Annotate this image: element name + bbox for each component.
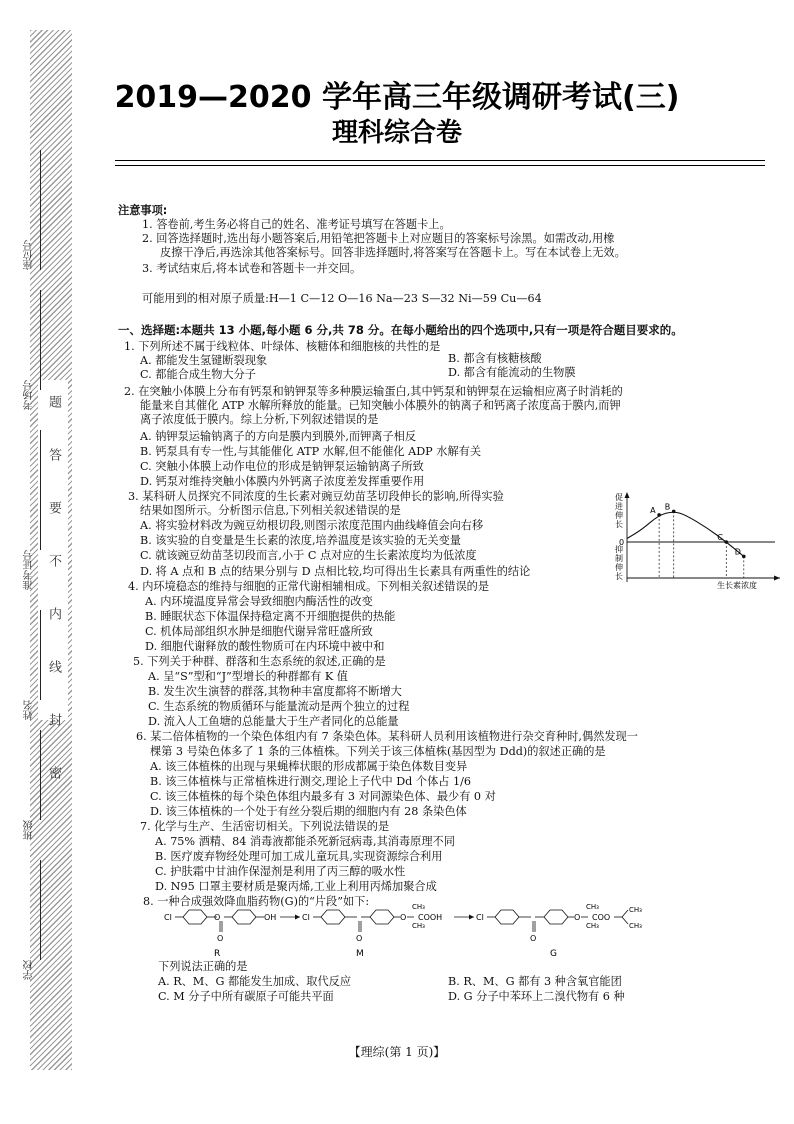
option: B. 发生次生演替的群落,其物种丰富度都将不断增大 bbox=[148, 685, 402, 698]
question-stem: 棵第 3 号染色体多了 1 条的三体植株。下列关于该三体植株(基因型为 Ddd)的叙述正确的是 bbox=[150, 745, 606, 758]
methyl-group: CH₃ bbox=[412, 903, 425, 911]
response-curve bbox=[627, 512, 744, 556]
data-point-b bbox=[672, 510, 676, 514]
class-label: 班级 bbox=[24, 820, 35, 840]
exam-subtitle: 理科综合卷 bbox=[331, 118, 462, 148]
atomic-mass-line: 可能用到的相对原子质量:H—1 C—12 O—16 Na—23 S—32 Ni—59 Cu—64 bbox=[142, 292, 542, 305]
y-axis-arrow bbox=[625, 492, 630, 498]
option: A. 都能发生氢键断裂现象 bbox=[140, 354, 268, 367]
name-label: 姓名 bbox=[24, 700, 35, 720]
question-stem: 离子浓度低于膜内。综上分析,下列叙述错误的是 bbox=[140, 413, 379, 426]
school-label: 学校 bbox=[24, 960, 35, 980]
methyl-group: CH₃ bbox=[586, 903, 599, 911]
benzene-ring-icon bbox=[544, 910, 568, 924]
option: D. 钙泵对维持突触小体膜内外钙离子浓度差发挥重要作用 bbox=[140, 475, 425, 488]
y-label-char: 伸 bbox=[615, 563, 623, 572]
auxin-chart bbox=[605, 490, 785, 590]
exam-id-label: 准考证号 bbox=[24, 550, 35, 590]
option: C. 护肤霜中甘油作保湿剂是利用了丙三醇的吸水性 bbox=[155, 865, 406, 878]
option: A. 内环境温度异常会导致细胞内酶活性的改变 bbox=[145, 595, 373, 608]
note-item: 3. 考试结束后,将本试卷和答题卡一并交回。 bbox=[142, 262, 362, 275]
benzene-ring-icon bbox=[495, 910, 519, 924]
option: C. 就该豌豆幼苗茎切段而言,小于 C 点对应的生长素浓度均为低浓度 bbox=[140, 549, 477, 562]
point-label-a: A bbox=[650, 505, 656, 515]
carbonyl-o-label: O bbox=[217, 934, 224, 943]
question-stem: 能量来自其催化 ATP 水解所释放的能量。已知突触小体膜外的钠离子和钙离子浓度高于膜内,而钾 bbox=[140, 399, 621, 412]
point-label-d: D bbox=[734, 547, 741, 557]
exam-title: 2019—2020 学年高三年级调研考试(三) bbox=[114, 80, 680, 115]
option: D. 都含有能流动的生物膜 bbox=[448, 366, 576, 379]
ylabel-bottom-group bbox=[615, 544, 623, 581]
option: B. 该三体植株与正常植株进行测交,理论上子代中 Dd 个体占 1/6 bbox=[150, 775, 472, 788]
chloro-group: Cl bbox=[164, 913, 172, 922]
title-rule bbox=[115, 160, 765, 161]
question-stem: 4. 内环境稳态的维持与细胞的正常代谢相辅相成。下列相关叙述错误的是 bbox=[128, 580, 490, 593]
question-stem: 2. 在突触小体膜上分布有钙泵和钠钾泵等多种膜运输蛋白,其中钙泵和钠钾泵在运输相应离子时消耗的 bbox=[124, 385, 623, 398]
methyl-group: CH₃ bbox=[412, 922, 425, 930]
page-footer: 【理综(第 1 页)】 bbox=[348, 1045, 446, 1059]
option: A. R、M、G 都能发生加成、取代反应 bbox=[158, 975, 352, 988]
ylabel-top-group bbox=[615, 493, 623, 529]
option: A. 将实验材料改为豌豆幼根切段,则图示浓度范围内曲线峰值会向右移 bbox=[140, 519, 484, 532]
option: B. 都含有核糖核酸 bbox=[448, 352, 542, 365]
note-item: 2. 回答选择题时,选出每小题答案后,用铅笔把答题卡上对应题目的答案标号涂黑。如需改动,用橡 bbox=[142, 232, 615, 245]
option: D. 将 A 点和 B 点的结果分别与 D 点相比较,均可得出生长素具有两重性的结论 bbox=[140, 565, 531, 578]
question-stem: 1. 下列所述不属于线粒体、叶绿体、核糖体和细胞核的共性的是 bbox=[124, 340, 441, 353]
option: D. 细胞代谢释放的酸性物质可在内环境中被中和 bbox=[145, 640, 385, 653]
y-label-char: 长 bbox=[615, 572, 623, 581]
option: D. G 分子中苯环上二溴代物有 6 种 bbox=[448, 990, 625, 1003]
question-stem: 7. 化学与生产、生活密切相关。下列说法错误的是 bbox=[140, 820, 390, 833]
option: B. 医疗废弃物经处理可加工成儿童玩具,实现资源综合利用 bbox=[155, 850, 443, 863]
school-line bbox=[40, 860, 41, 960]
y-label-char: 促 bbox=[615, 493, 623, 502]
seat-label: 座位号 bbox=[24, 240, 35, 270]
notes-heading: 注意事项: bbox=[118, 204, 168, 217]
class-line bbox=[40, 730, 41, 820]
methyl-group: CH₃ bbox=[586, 922, 599, 930]
x-axis-label: 生长素浓度 bbox=[717, 581, 757, 590]
compound-m-label: M bbox=[356, 949, 364, 959]
option: D. N95 口罩主要材质是聚丙烯,工业上利用丙烯加聚合成 bbox=[155, 880, 437, 893]
option: C. 机体局部组织水肿是细胞代谢异常旺盛所致 bbox=[145, 625, 373, 638]
option: C. 突触小体膜上动作电位的形成是钠钾泵运输钠离子所致 bbox=[140, 460, 424, 473]
option: D. 该三体植株的一个处于有丝分裂后期的细胞内有 28 条染色体 bbox=[150, 805, 467, 818]
methyl-group: CH₃ bbox=[629, 922, 642, 930]
title-rule-thin bbox=[115, 165, 765, 166]
point-label-c: C bbox=[717, 533, 723, 542]
section-heading: 一、选择题:本题共 13 小题,每小题 6 分,共 78 分。在每小题给出的四个选项中,只有一项是符合题目要求的。 bbox=[118, 323, 683, 337]
option: A. 呈“S”型和“J”型增长的种群都有 K 值 bbox=[148, 670, 348, 683]
option: A. 该三体植株的出现与果蝇棒状眼的形成都属于染色体数目变异 bbox=[150, 760, 468, 773]
compound-r-label: R bbox=[214, 949, 221, 959]
option: B. 该实验的自变量是生长素的浓度,培养温度是该实验的无关变量 bbox=[140, 534, 461, 547]
carboxyl-group: COOH bbox=[418, 913, 443, 922]
y-label-char: 伸 bbox=[615, 511, 623, 520]
carbonyl-c-label: O bbox=[214, 913, 221, 922]
ester-group: COO bbox=[592, 913, 611, 922]
option: B. 睡眠状态下体温保持稳定离不开细胞提供的热能 bbox=[145, 610, 396, 623]
option: A. 75% 酒精、84 消毒液都能杀死新冠病毒,其消毒原理不同 bbox=[155, 835, 455, 848]
option: B. 钙泵具有专一性,与其能催化 ATP 水解,但不能催化 ADP 水解有关 bbox=[140, 445, 482, 458]
hydroxyl-group: OH bbox=[264, 913, 277, 922]
data-point-a bbox=[657, 513, 661, 517]
question-stem: 8. 一种合成强效降血脂药物(G)的“片段”如下: bbox=[143, 895, 370, 908]
chart-svg bbox=[605, 490, 785, 590]
option: A. 钠钾泵运输钠离子的方向是膜内到膜外,而钾离子相反 bbox=[140, 430, 417, 443]
seat-line bbox=[40, 150, 41, 270]
option: C. M 分子中所有碳原子可能共平面 bbox=[158, 990, 334, 1003]
carbonyl-o-label: O bbox=[530, 934, 537, 943]
point-label-b: B bbox=[664, 502, 671, 512]
carbonyl-o-label: O bbox=[356, 934, 363, 943]
room-line bbox=[40, 290, 41, 390]
reaction-svg bbox=[150, 903, 780, 960]
ether-o-label: O bbox=[400, 913, 407, 922]
name-line bbox=[40, 610, 41, 700]
y-label-char: 长 bbox=[615, 520, 623, 529]
note-item: 皮擦干净后,再选涂其他答案标号。回答非选择题时,将答案写在答题卡上。写在本试卷上无效。 bbox=[160, 246, 626, 259]
data-point-d bbox=[742, 555, 746, 559]
option: C. 都能合成生物大分子 bbox=[140, 368, 256, 381]
question-stem: 5. 下列关于种群、群落和生态系统的叙述,正确的是 bbox=[133, 655, 386, 668]
origin-label: 0 bbox=[619, 538, 625, 547]
exam-id-line bbox=[40, 430, 41, 550]
y-label-char: 进 bbox=[615, 502, 623, 511]
x-axis-arrow bbox=[774, 576, 780, 581]
benzene-ring-icon bbox=[321, 910, 345, 924]
compound-g-label: G bbox=[550, 949, 557, 959]
question-after: 下列说法正确的是 bbox=[158, 960, 248, 973]
seal-text: 题答要不内线封密 bbox=[46, 395, 61, 819]
methyl-group: CH₃ bbox=[629, 906, 642, 914]
room-label: 考场号 bbox=[24, 380, 35, 410]
chloro-group: Cl bbox=[302, 913, 310, 922]
chloro-group: Cl bbox=[476, 913, 484, 922]
y-label-char: 制 bbox=[615, 554, 623, 563]
y-label-char: 抑 bbox=[615, 545, 623, 554]
ether-o-label: O bbox=[574, 913, 581, 922]
note-item: 1. 答卷前,考生务必将自己的姓名、准考证号填写在答题卡上。 bbox=[142, 218, 451, 231]
option: D. 流入人工鱼塘的总能量大于生产者同化的总能量 bbox=[148, 715, 399, 728]
question-stem: 6. 某二倍体植物的一个染色体组内有 7 条染色体。某科研人员利用该植物进行杂交育种时,偶然发现一 bbox=[136, 730, 638, 743]
option: B. R、M、G 都有 3 种含氧官能团 bbox=[448, 975, 622, 988]
data-point-c bbox=[724, 540, 728, 544]
benzene-ring-icon bbox=[183, 910, 207, 924]
benzene-ring-icon bbox=[232, 910, 256, 924]
benzene-ring-icon bbox=[370, 910, 394, 924]
option: C. 该三体植株的每个染色体组内最多有 3 对同源染色体、最少有 0 对 bbox=[150, 790, 496, 803]
question-stem: 结果如图所示。分析图示信息,下列相关叙述错误的是 bbox=[140, 504, 401, 517]
question-stem: 3. 某科研人员探究不同浓度的生长素对豌豆幼苗茎切段伸长的影响,所得实验 bbox=[128, 490, 504, 503]
option: C. 生态系统的物质循环与能量流动是两个独立的过程 bbox=[148, 700, 410, 713]
